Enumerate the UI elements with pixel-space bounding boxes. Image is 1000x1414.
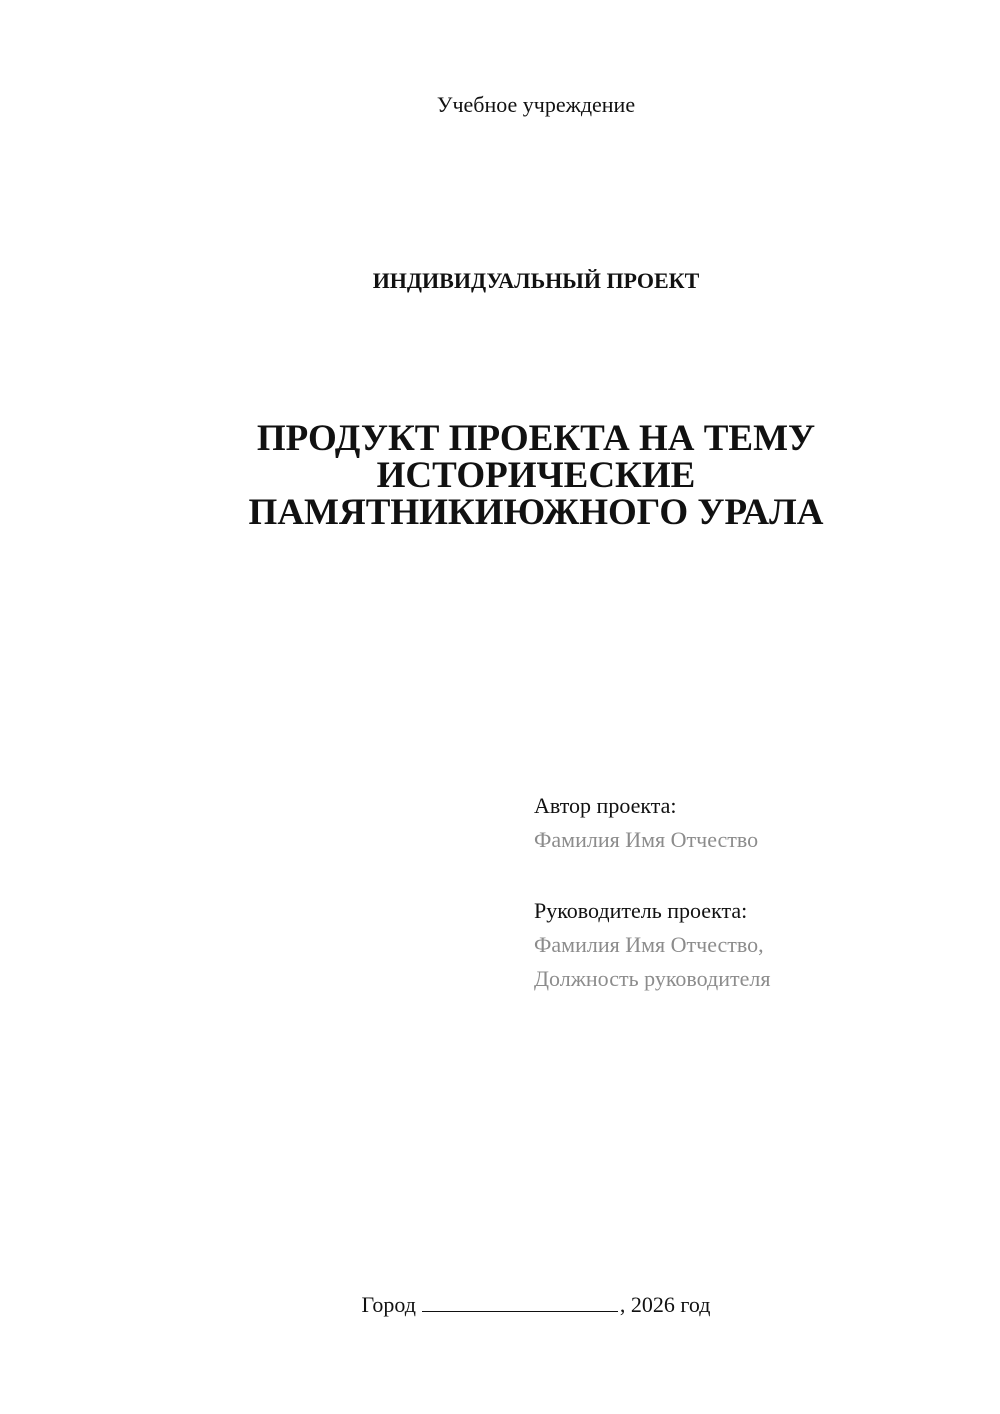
- project-info-block: [534, 789, 770, 996]
- footer-city-year: [0, 1290, 1000, 1320]
- project-type-heading: ИНДИВИДУАЛЬНЫЙ ПРОЕКТ: [372, 268, 700, 293]
- supervisor-position-placeholder: Должность руководителя: [534, 966, 771, 991]
- project-title-line: ИСТОРИЧЕСКИЕ: [376, 455, 696, 496]
- project-title: [0, 420, 1000, 531]
- project-title-line: ПАМЯТНИКИЮЖНОГО УРАЛА: [248, 492, 824, 533]
- supervisor-label: Руководитель проекта:: [534, 898, 748, 923]
- institution-name: Учебное учреждение: [436, 92, 636, 117]
- city-label: Город: [361, 1292, 416, 1317]
- author-name-placeholder: Фамилия Имя Отчество: [534, 827, 759, 852]
- author-label: Автор проекта:: [534, 793, 677, 818]
- city-blank-line: [422, 1291, 618, 1312]
- supervisor-name-placeholder: Фамилия Имя Отчество,: [534, 932, 764, 957]
- project-title-line: ПРОДУКТ ПРОЕКТА НА ТЕМУ: [256, 418, 816, 459]
- year-text: , 2026 год: [619, 1292, 711, 1317]
